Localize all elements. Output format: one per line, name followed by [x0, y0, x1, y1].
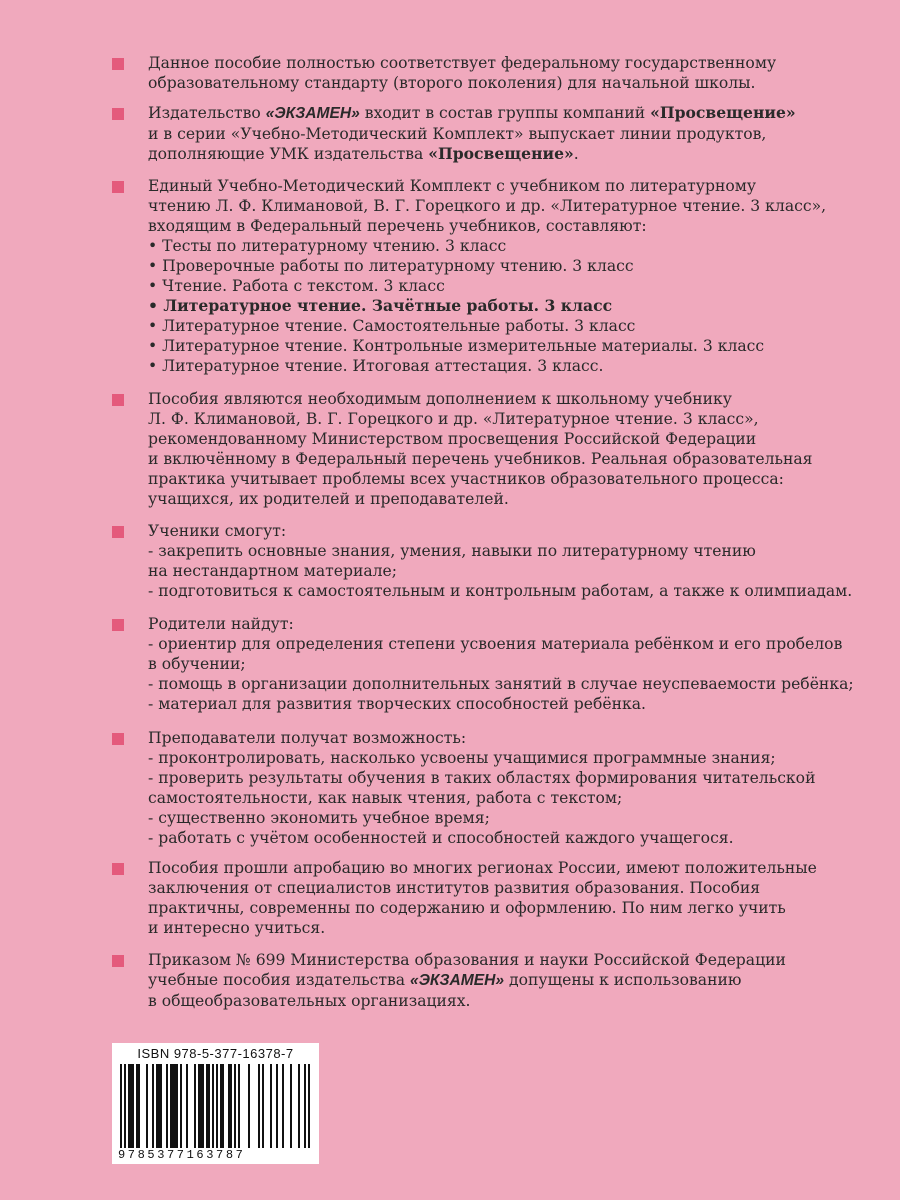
barcode-bar	[230, 1064, 232, 1148]
text-line: Данное пособие полностью соответствует федеральному государственному	[148, 54, 777, 72]
square-bullet-icon	[112, 394, 124, 406]
barcode-bar	[158, 1064, 160, 1148]
publisher-name: «ЭКЗАМЕН»	[410, 972, 505, 989]
text-line: - ориентир для определения степени усвоения материала ребёнком и его пробелов	[148, 635, 843, 653]
barcode-bar	[202, 1064, 204, 1148]
list-item: • Тесты по литературному чтению. 3 класс	[148, 237, 507, 255]
barcode-bar	[176, 1064, 178, 1148]
barcode-bar	[186, 1064, 188, 1148]
text-line: и включённому в Федеральный перечень учебников. Реальная образовательная	[148, 450, 813, 468]
text-fragment: дополняющие УМК издательства	[148, 145, 429, 163]
text-line: и в серии «Учебно-Методический Комплект» выпускает линии продуктов,	[148, 125, 767, 143]
barcode-bar	[138, 1064, 140, 1148]
text-fragment: .	[573, 145, 579, 163]
barcode-bar	[258, 1064, 260, 1148]
text-line	[148, 103, 860, 124]
text-fragment: учебные пособия издательства	[148, 971, 411, 989]
barcode-bar	[194, 1064, 196, 1148]
text-line: самостоятельности, как навык чтения, работа с текстом;	[148, 789, 623, 807]
text-line: заключения от специалистов институтов развития образования. Пособия	[148, 879, 761, 897]
barcode-bar	[222, 1064, 224, 1148]
list-item: • Проверочные работы по литературному чтению. 3 класс	[148, 257, 634, 275]
list-item: • Чтение. Работа с текстом. 3 класс	[148, 277, 445, 295]
square-bullet-icon	[112, 526, 124, 538]
square-bullet-icon	[112, 58, 124, 70]
barcode-bar	[248, 1064, 250, 1148]
barcode-bar	[146, 1064, 148, 1148]
text-line: - существенно экономить учебное время;	[148, 809, 490, 827]
square-bullet-icon	[112, 619, 124, 631]
text-line: Л. Ф. Климановой, В. Г. Горецкого и др. «Литературное чтение. 3 класс»,	[148, 410, 759, 428]
text-line: Родители найдут:	[148, 615, 294, 633]
barcode-bar	[124, 1064, 126, 1148]
barcode-bar	[304, 1064, 306, 1148]
text-line: - материал для развития творческих способностей ребёнка.	[148, 695, 647, 713]
square-bullet-icon	[112, 863, 124, 875]
barcode-bar	[208, 1064, 210, 1148]
text-line: - подготовиться к самостоятельным и контрольным работам, а также к олимпиадам.	[148, 582, 853, 600]
barcode-bar	[262, 1064, 264, 1148]
barcode-bar	[234, 1064, 236, 1148]
text-line: чтению Л. Ф. Климановой, В. Г. Горецкого и др. «Литературное чтение. 3 класс»,	[148, 197, 827, 215]
text-line: - проверить результаты обучения в таких областях формирования читательской	[148, 769, 816, 787]
barcode-bar	[136, 1064, 138, 1148]
barcode-bar	[170, 1064, 172, 1148]
text-line: на нестандартном материале;	[148, 562, 398, 580]
text-line: Ученики смогут:	[148, 522, 287, 540]
text-line: Единый Учебно-Методический Комплект с учебником по литературному	[148, 177, 757, 195]
text-line: - помощь в организации дополнительных занятий в случае неуспеваемости ребёнка;	[148, 675, 854, 693]
text-line: - проконтролировать, насколько усвоены учащимися программные знания;	[148, 749, 776, 767]
text-line: практика учитывает проблемы всех участников образовательного процесса:	[148, 470, 784, 488]
square-bullet-icon	[112, 108, 124, 120]
barcode-bar	[216, 1064, 218, 1148]
barcode-digits: 9785377163787	[118, 1148, 246, 1162]
square-bullet-icon	[112, 955, 124, 967]
text-line: - работать с учётом особенностей и способностей каждого учащегося.	[148, 829, 734, 847]
barcode-bar	[198, 1064, 200, 1148]
list-item: • Литературное чтение. Самостоятельные работы. 3 класс	[148, 317, 636, 335]
barcode-bar	[276, 1064, 278, 1148]
text-line: практичны, современны по содержанию и оформлению. По ним легко учить	[148, 899, 786, 917]
text-fragment: входит в состав группы компаний	[359, 104, 651, 122]
list-item: • Литературное чтение. Итоговая аттестация. 3 класс.	[148, 357, 604, 375]
square-bullet-icon	[112, 181, 124, 193]
text-line: - закрепить основные знания, умения, навыки по литературному чтению	[148, 542, 756, 560]
barcode-bar	[212, 1064, 214, 1148]
text-line: Пособия являются необходимым дополнением к школьному учебнику	[148, 390, 732, 408]
barcode-bar	[308, 1064, 310, 1148]
barcode-bar	[152, 1064, 154, 1148]
text-fragment: Издательство	[148, 104, 266, 122]
square-bullet-icon	[112, 733, 124, 745]
barcode-bar	[156, 1064, 158, 1148]
text-line: рекомендованному Министерством просвещения Российской Федерации	[148, 430, 757, 448]
barcode-bar	[220, 1064, 222, 1148]
barcode-bar	[180, 1064, 182, 1148]
barcode-bar	[128, 1064, 130, 1148]
text-line: образовательному стандарту (второго поколения) для начальной школы.	[148, 74, 756, 92]
barcode-bar	[160, 1064, 162, 1148]
text-line: входящим в Федеральный перечень учебников, составляют:	[148, 217, 647, 235]
barcode-bar	[206, 1064, 208, 1148]
barcode-bar	[282, 1064, 284, 1148]
text-line: в обучении;	[148, 655, 246, 673]
text-line: и интересно учиться.	[148, 919, 326, 937]
barcode-bar	[290, 1064, 292, 1148]
list-item: • Литературное чтение. Контрольные измерительные материалы. 3 класс	[148, 337, 765, 355]
barcode-bar	[130, 1064, 132, 1148]
barcode-bar	[166, 1064, 168, 1148]
barcode-bar	[172, 1064, 174, 1148]
text-line: Приказом № 699 Министерства образования и науки Российской Федерации	[148, 951, 786, 969]
barcode-bar	[228, 1064, 230, 1148]
publisher-name: «ЭКЗАМЕН»	[265, 105, 360, 122]
barcode-bar	[200, 1064, 202, 1148]
text-fragment: допущены к использованию	[504, 971, 742, 989]
isbn-barcode	[112, 1043, 319, 1164]
isbn-label: ISBN 978-5-377-16378-7	[137, 1046, 294, 1061]
barcode-bar	[270, 1064, 272, 1148]
text-line: учащихся, их родителей и преподавателей.	[148, 490, 509, 508]
text-line	[148, 144, 860, 164]
barcode-bar	[174, 1064, 176, 1148]
text-line: в общеобразовательных организациях.	[148, 992, 471, 1010]
barcode-bar	[132, 1064, 134, 1148]
text-line: Пособия прошли апробацию во многих регионах России, имеют положительные	[148, 859, 817, 877]
company-name: «Просвещение»	[428, 144, 574, 163]
barcode-bar	[120, 1064, 122, 1148]
text-line: Преподаватели получат возможность:	[148, 729, 467, 747]
barcode-bar	[298, 1064, 300, 1148]
company-name: «Просвещение»	[650, 103, 796, 122]
list-item-current-book: • Литературное чтение. Зачётные работы. 3 класс	[148, 296, 613, 315]
barcode-icon	[118, 1064, 313, 1148]
barcode-bar	[238, 1064, 240, 1148]
text-line	[148, 970, 860, 991]
